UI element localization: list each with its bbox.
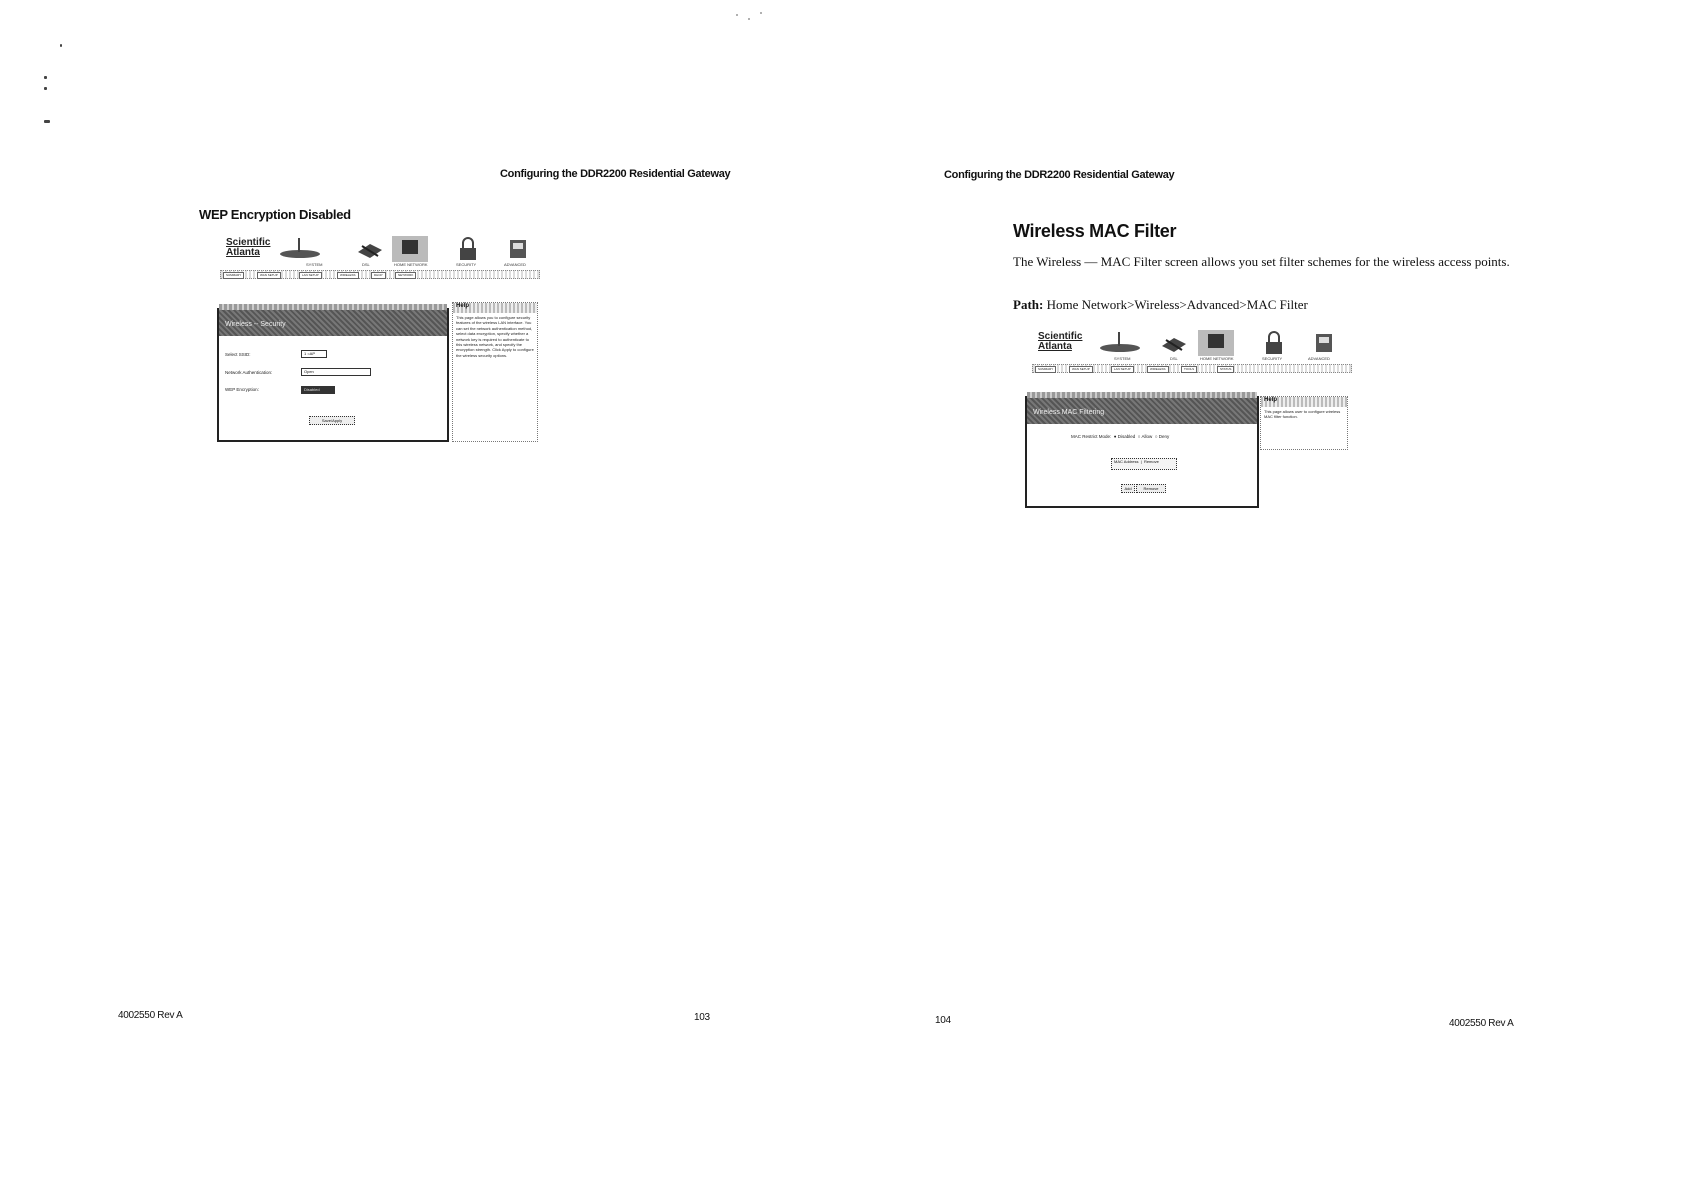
logo	[1038, 332, 1082, 352]
col-remove: Remove	[1143, 459, 1159, 464]
subnav-wireless[interactable]: WIRELESS	[1147, 366, 1169, 373]
router-topbar	[220, 232, 540, 276]
left-heading: WEP Encryption Disabled	[199, 207, 351, 222]
logo-line1: Scientific	[1038, 331, 1083, 342]
path-value: Home Network>Wireless>Advanced>MAC Filter	[1046, 297, 1308, 312]
radio-icon[interactable]: ○	[1137, 434, 1141, 439]
nav-security[interactable]: SECURITY	[1262, 356, 1283, 361]
mode-deny: Deny	[1158, 434, 1170, 439]
path-line	[1013, 297, 1308, 313]
security-icon	[1260, 330, 1288, 356]
subnav-lan-setup[interactable]: LAN SETUP	[1111, 366, 1134, 373]
router-topbar	[1032, 326, 1352, 370]
nav-dsl[interactable]: DSL	[362, 262, 370, 267]
ssid-select[interactable]: 1 =AP	[301, 350, 327, 358]
intro-paragraph: The Wireless — MAC Filter screen allows you set filter schemes for the wireless access points.	[1013, 254, 1510, 269]
add-button[interactable]: Add	[1121, 484, 1135, 493]
ssid-label: Select SSID:	[225, 352, 251, 357]
left-footer-page: 103	[694, 1012, 710, 1023]
help-text: This page allows user to configure wireless MAC filter function.	[1264, 409, 1341, 420]
security-panel	[217, 308, 449, 442]
logo-line2: Atlanta	[1038, 341, 1072, 352]
scan-speck	[44, 120, 50, 123]
mac-restrict-label: MAC Restrict Mode:	[1071, 434, 1112, 439]
scan-speck	[60, 44, 62, 47]
logo	[226, 238, 270, 258]
advanced-icon	[1310, 330, 1338, 356]
wep-screenshot	[220, 232, 540, 442]
subnav-bar	[1032, 364, 1352, 373]
scan-speck	[44, 76, 47, 79]
help-box	[1260, 396, 1348, 450]
wep-select[interactable]: Disabled	[301, 386, 335, 394]
security-icon	[454, 236, 482, 262]
right-heading: Wireless MAC Filter	[1013, 221, 1177, 241]
advanced-icon	[504, 236, 532, 262]
system-icon	[278, 236, 322, 262]
subnav-lan-setup[interactable]: LAN SETUP	[299, 272, 322, 279]
left-footer-doc: 4002550 Rev A	[118, 1010, 183, 1021]
logo-line1: Scientific	[226, 237, 271, 248]
left-running-head: Configuring the DDR2200 Residential Gateway	[500, 168, 731, 180]
home-network-icon	[392, 236, 428, 262]
scan-speck	[44, 87, 47, 90]
mac-filter-panel	[1025, 396, 1259, 508]
right-running-head: Configuring the DDR2200 Residential Gateway	[944, 169, 1175, 181]
subnav-wireless[interactable]: WIRELESS	[337, 272, 359, 279]
help-text: This page allows you to configure security features of the wireless LAN interface. You can set the network authentication method, select data encryption, specify whether a network key is required to authenticate to this wireless network, and specify the encryption strength. Click Apply to configure the wireless security options.	[456, 315, 534, 358]
mode-allow: Allow	[1141, 434, 1153, 439]
nav-system[interactable]: SYSTEM	[1114, 356, 1131, 361]
help-title: Help	[453, 303, 537, 313]
remove-button[interactable]: Remove	[1136, 484, 1166, 493]
system-icon	[1098, 330, 1142, 356]
scan-speck	[760, 12, 762, 14]
subnav-status[interactable]: STATUS	[1217, 366, 1234, 373]
right-footer-page: 104	[935, 1015, 951, 1026]
wep-label: WEP Encryption:	[225, 387, 259, 392]
dsl-icon	[1160, 330, 1188, 356]
nav-home-network[interactable]: HOME NETWORK	[1200, 356, 1234, 361]
radio-icon[interactable]: ●	[1113, 434, 1117, 439]
scan-speck	[748, 18, 750, 20]
nav-system[interactable]: SYSTEM	[306, 262, 323, 267]
auth-label: Network Authentication:	[225, 370, 273, 375]
panel-header	[219, 310, 447, 336]
subnav-network[interactable]: NETWORK	[395, 272, 416, 279]
mac-table-header: MAC Address | Remove	[1111, 458, 1177, 470]
logo-line2: Atlanta	[226, 247, 260, 258]
nav-dsl[interactable]: DSL	[1170, 356, 1178, 361]
right-footer-doc: 4002550 Rev A	[1449, 1018, 1514, 1029]
subnav-bar	[220, 270, 540, 279]
col-mac-address: MAC Address	[1114, 459, 1139, 464]
dsl-icon	[356, 236, 384, 262]
mac-filter-screenshot	[1032, 326, 1352, 511]
panel-title: Wireless -- Security	[225, 321, 286, 328]
subnav-wan-setup[interactable]: WAN SETUP	[257, 272, 281, 279]
radio-icon[interactable]: ○	[1154, 434, 1158, 439]
subnav-dhcp[interactable]: DHCP	[371, 272, 386, 279]
scan-speck	[736, 14, 738, 16]
mode-disabled: Disabled	[1117, 434, 1136, 439]
save-apply-button[interactable]: Save/Apply	[309, 416, 355, 425]
panel-title: Wireless MAC Filtering	[1033, 409, 1105, 416]
help-title: Help	[1261, 397, 1347, 407]
subnav-tools[interactable]: TOOLS	[1181, 366, 1197, 373]
subnav-summary[interactable]: SUMMARY	[223, 272, 244, 279]
home-network-icon	[1198, 330, 1234, 356]
help-box	[452, 302, 538, 442]
nav-home-network[interactable]: HOME NETWORK	[394, 262, 428, 267]
auth-select[interactable]: Open	[301, 368, 371, 376]
mac-restrict-row	[1071, 434, 1169, 439]
subnav-summary[interactable]: SUMMARY	[1035, 366, 1056, 373]
subnav-wan-setup[interactable]: WAN SETUP	[1069, 366, 1093, 373]
nav-security[interactable]: SECURITY	[456, 262, 477, 267]
panel-header	[1027, 398, 1257, 424]
path-label: Path:	[1013, 297, 1044, 312]
nav-advanced[interactable]: ADVANCED	[1308, 356, 1330, 361]
nav-advanced[interactable]: ADVANCED	[504, 262, 526, 267]
